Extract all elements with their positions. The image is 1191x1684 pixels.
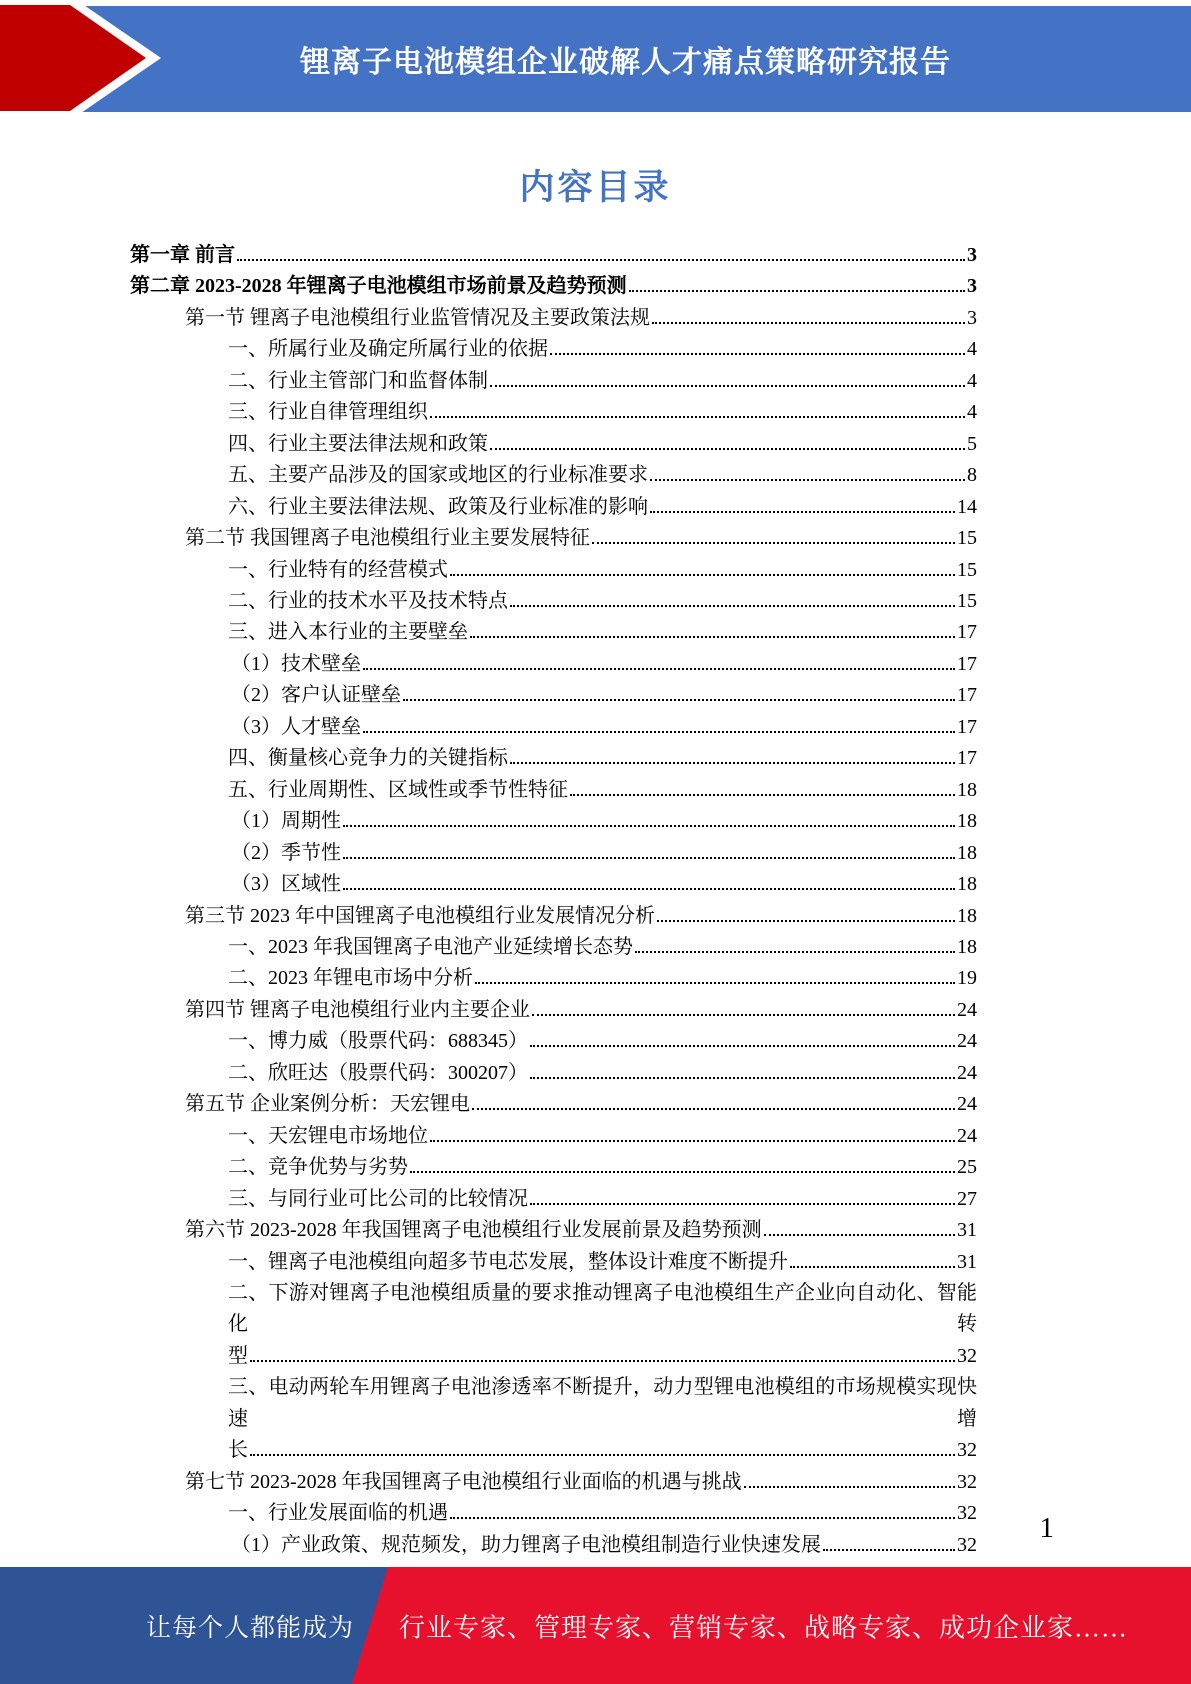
toc-entry-text: 六、行业主要法律法规、政策及行业标准的影响	[228, 495, 648, 518]
toc-entry-text: 第五节 企业案例分析：天宏锂电	[185, 1093, 470, 1116]
toc-dot-leader	[570, 794, 955, 796]
toc-row	[130, 1058, 977, 1089]
toc-row	[130, 1121, 977, 1152]
toc-dot-leader	[550, 353, 965, 355]
toc-dot-leader	[650, 479, 965, 481]
toc-row	[130, 271, 977, 302]
toc-dot-leader	[237, 259, 965, 261]
toc-dot-leader	[363, 731, 955, 733]
toc-row	[130, 366, 977, 397]
toc-row	[130, 617, 977, 648]
toc-row	[130, 963, 977, 994]
toc-page-number: 18	[957, 904, 977, 927]
toc-dot-leader	[410, 1171, 955, 1173]
toc-entry-text: 一、行业发展面临的机遇	[228, 1502, 448, 1525]
toc-row	[130, 1372, 977, 1435]
toc-entry-text: 一、天宏锂电市场地位	[228, 1124, 428, 1147]
toc-entry-text: 四、衡量核心竞争力的关键指标	[228, 747, 508, 770]
toc-page-number: 4	[967, 369, 977, 392]
toc-page-number: 24	[957, 1093, 977, 1116]
toc-dot-leader	[490, 448, 965, 450]
toc-row	[130, 1152, 977, 1183]
toc-entry-text: 第四节 锂离子电池模组行业内主要企业	[185, 998, 530, 1021]
toc-page-number: 18	[957, 778, 977, 801]
toc-dot-leader	[790, 1266, 955, 1268]
toc-dot-leader	[470, 636, 955, 638]
toc-dot-leader	[430, 416, 965, 418]
header-banner	[0, 0, 1191, 112]
toc-page-number: 32	[957, 1344, 977, 1367]
toc-dot-leader	[635, 951, 955, 953]
toc-entry-text: 三、电动两轮车用锂离子电池渗透率不断提升，动力型锂电池模组的市场规模实现快速增	[228, 1376, 977, 1430]
toc-row	[130, 1278, 977, 1341]
toc-page-number: 17	[957, 684, 977, 707]
toc-dot-leader	[744, 1486, 955, 1488]
toc-row	[130, 680, 977, 711]
toc-page-number: 17	[957, 747, 977, 770]
toc-entry-text: 第一章 前言	[130, 244, 235, 266]
toc-entry-text: 第一节 锂离子电池模组行业监管情况及主要政策法规	[185, 306, 650, 329]
toc-page-number: 14	[957, 495, 977, 518]
toc-entry-text: 型	[228, 1344, 248, 1367]
toc-entry-text: 长	[228, 1439, 248, 1462]
toc-row	[130, 649, 977, 680]
toc-row	[130, 397, 977, 428]
toc-page-number: 32	[957, 1439, 977, 1462]
toc-entry-text: 二、2023 年锂电市场中分析	[228, 967, 473, 990]
toc-page-number: 27	[957, 1187, 977, 1210]
toc-dot-leader	[530, 1077, 955, 1079]
toc-row	[130, 1089, 977, 1120]
toc-dot-leader	[363, 668, 955, 670]
toc-row	[130, 806, 977, 837]
toc-entry-text: 一、博力威（股票代码：688345）	[228, 1030, 528, 1053]
toc-row	[130, 240, 977, 271]
toc-page-number: 24	[957, 1124, 977, 1147]
toc-page-number: 15	[957, 558, 977, 581]
page-number: 1	[1039, 1512, 1054, 1544]
toc-dot-leader	[403, 699, 955, 701]
toc-entry-text: 二、竞争优势与劣势	[228, 1156, 408, 1179]
toc-dot-leader	[343, 857, 955, 859]
table-of-contents	[130, 240, 977, 1561]
toc-page-number: 32	[957, 1470, 977, 1493]
toc-entry-text: 第三节 2023 年中国锂离子电池模组行业发展情况分析	[185, 904, 655, 927]
toc-row	[130, 523, 977, 554]
toc-dot-leader	[430, 1140, 955, 1142]
toc-page-number: 24	[957, 1030, 977, 1053]
toc-page-number: 18	[957, 841, 977, 864]
toc-page-number: 19	[957, 967, 977, 990]
toc-row	[130, 1435, 977, 1466]
toc-row	[130, 460, 977, 491]
toc-page-number: 3	[967, 306, 977, 329]
toc-page-number: 25	[957, 1156, 977, 1179]
toc-row	[130, 1341, 977, 1372]
red-chevron-arrow-icon	[0, 1, 166, 115]
toc-entry-text: 三、进入本行业的主要壁垒	[228, 621, 468, 644]
toc-entry-text: 一、所属行业及确定所属行业的依据	[228, 338, 548, 361]
toc-row	[130, 743, 977, 774]
toc-row	[130, 838, 977, 869]
toc-entry-text: 一、2023 年我国锂离子电池产业延续增长态势	[228, 935, 633, 958]
toc-row	[130, 995, 977, 1026]
toc-entry-text: 第六节 2023-2028 年我国锂离子电池模组行业发展前景及趋势预测	[185, 1219, 762, 1242]
toc-row	[130, 303, 977, 334]
toc-page-number: 31	[957, 1219, 977, 1242]
toc-entry-text: 第七节 2023-2028 年我国锂离子电池模组行业面临的机遇与挑战	[185, 1470, 742, 1493]
toc-entry-text: （1）周期性	[231, 810, 341, 833]
toc-dot-leader	[532, 1014, 955, 1016]
toc-dot-leader	[530, 1045, 955, 1047]
toc-row	[130, 901, 977, 932]
toc-page-number: 4	[967, 401, 977, 424]
toc-entry-text: 四、行业主要法律法规和政策	[228, 432, 488, 455]
toc-entry-text: 五、行业周期性、区域性或季节性特征	[228, 778, 568, 801]
toc-entry-text: 一、行业特有的经营模式	[228, 558, 448, 581]
toc-entry-text: （2）客户认证壁垒	[231, 684, 401, 707]
toc-dot-leader	[657, 920, 955, 922]
toc-row	[130, 492, 977, 523]
toc-page-number: 18	[957, 935, 977, 958]
toc-entry-text: （1）产业政策、规范频发，助力锂离子电池模组制造行业快速发展	[231, 1533, 821, 1556]
toc-page-number: 17	[957, 621, 977, 644]
toc-dot-leader	[475, 982, 955, 984]
toc-entry-text: （1）技术壁垒	[231, 652, 361, 675]
toc-dot-leader	[250, 1454, 955, 1456]
toc-dot-leader	[343, 888, 955, 890]
toc-page-number: 15	[957, 527, 977, 550]
toc-page-number: 24	[957, 998, 977, 1021]
toc-page-number: 24	[957, 1061, 977, 1084]
toc-row	[130, 712, 977, 743]
header-banner-bar	[0, 6, 1191, 112]
toc-dot-leader	[764, 1234, 955, 1236]
toc-row	[130, 334, 977, 365]
footer-slogan-left: 让每个人都能成为	[146, 1614, 355, 1642]
toc-entry-text: 二、行业的技术水平及技术特点	[228, 589, 508, 612]
toc-row	[130, 869, 977, 900]
toc-page-number: 17	[957, 652, 977, 675]
page-title: 内容目录	[519, 168, 672, 207]
toc-page-number: 3	[967, 244, 977, 266]
toc-dot-leader	[250, 1360, 955, 1362]
toc-dot-leader	[530, 1203, 955, 1205]
toc-entry-text: 第二章 2023-2028 年锂离子电池模组市场前景及趋势预测	[130, 275, 627, 298]
report-title: 锂离子电池模组企业破解人才痛点策略研究报告	[300, 46, 951, 79]
toc-row	[130, 555, 977, 586]
toc-row	[130, 1184, 977, 1215]
toc-page-number: 8	[967, 464, 977, 487]
toc-entry-text: 一、锂离子电池模组向超多节电芯发展，整体设计难度不断提升	[228, 1250, 788, 1273]
toc-page-number: 5	[967, 432, 977, 455]
toc-page-number: 3	[967, 275, 977, 298]
toc-entry-text: （3）人才壁垒	[231, 715, 361, 738]
toc-dot-leader	[650, 511, 955, 513]
toc-dot-leader	[652, 322, 965, 324]
toc-dot-leader	[510, 762, 955, 764]
toc-entry-text: 二、下游对锂离子电池模组质量的要求推动锂离子电池模组生产企业向自动化、智能化转	[228, 1281, 977, 1336]
toc-row	[130, 586, 977, 617]
toc-entry-text: 第二节 我国锂离子电池模组行业主要发展特征	[185, 527, 590, 550]
toc-entry-text: 五、主要产品涉及的国家或地区的行业标准要求	[228, 464, 648, 487]
toc-dot-leader	[510, 605, 955, 607]
toc-row	[130, 1247, 977, 1278]
toc-page-number: 32	[957, 1533, 977, 1556]
toc-page-number: 17	[957, 715, 977, 738]
toc-row	[130, 429, 977, 460]
footer-banner	[0, 1567, 1191, 1684]
toc-page-number: 18	[957, 810, 977, 833]
toc-page-number: 32	[957, 1502, 977, 1525]
toc-page-number: 31	[957, 1250, 977, 1273]
toc-dot-leader	[592, 542, 955, 544]
toc-entry-text: （3）区域性	[231, 873, 341, 896]
toc-row	[130, 1026, 977, 1057]
toc-dot-leader	[823, 1549, 955, 1551]
toc-dot-leader	[343, 825, 955, 827]
toc-dot-leader	[490, 385, 965, 387]
toc-entry-text: 三、行业自律管理组织	[228, 401, 428, 424]
toc-entry-text: 二、欣旺达（股票代码：300207）	[228, 1061, 528, 1084]
toc-row	[130, 1215, 977, 1246]
toc-page-number: 18	[957, 873, 977, 896]
footer-slogan-right: 行业专家、管理专家、营销专家、战略专家、成功企业家……	[399, 1613, 1129, 1642]
toc-dot-leader	[450, 574, 955, 576]
toc-entry-text: （2）季节性	[231, 841, 341, 864]
toc-dot-leader	[472, 1108, 955, 1110]
toc-page-number: 4	[967, 338, 977, 361]
toc-entry-text: 三、与同行业可比公司的比较情况	[228, 1187, 528, 1210]
toc-row	[130, 932, 977, 963]
toc-dot-leader	[629, 290, 965, 292]
toc-page-number: 15	[957, 589, 977, 612]
toc-row	[130, 1467, 977, 1498]
toc-row	[130, 775, 977, 806]
toc-entry-text: 二、行业主管部门和监督体制	[228, 369, 488, 392]
